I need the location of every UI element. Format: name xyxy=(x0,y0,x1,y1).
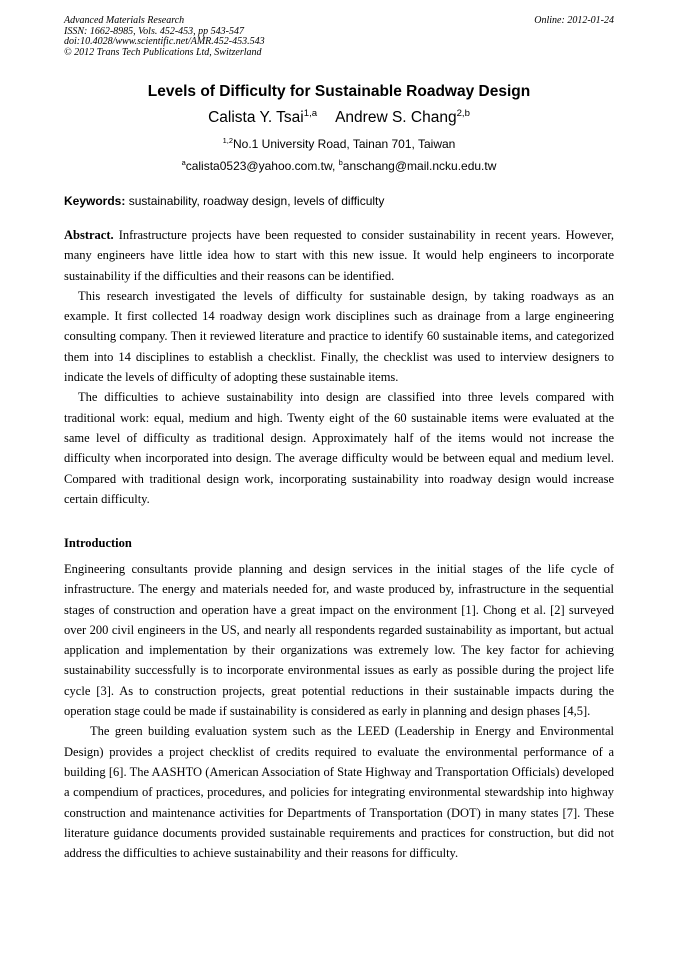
author-superscript: 2,b xyxy=(456,107,470,119)
author-list xyxy=(64,108,614,128)
email-superscript: a xyxy=(181,158,186,167)
body-paragraph: Engineering consultants provide planning and design services in the initial stages of the life cycle of infrastructure. The energy and materials needed for, and waste produced by, infrastructure in the sequential stages of construction and operation have a great impact on the environment [1]. Chong et al. [2] surveyed over 200 civil engineers in the US, and nearly all respondents regarded sustainability as important, but actual application and implementation by their organizations was extremely low. The key factor for achieving sustainability successfully is to incorporate environmental issues as early as possible during the project life cycle [3]. As to construction projects, great potential reductions in their sustainable impacts during the operation stage could be made if sustainability is considered as early in planning and design phases [4,5]. xyxy=(64,562,614,719)
abstract-paragraph: This research investigated the levels of difficulty for sustainable design, by taking roadways as an example. It first collected 14 roadway design work disciplines such as drainage from a large engineering consulting company. Then it reviewed literature and practice to identify 60 sustainable items, and categorized them into 14 disciplines to establish a checklist. Finally, the checklist was used to interview designers to indicate the levels of difficulty of adopting these sustainable items. xyxy=(64,288,614,385)
affiliation-superscript: 1,2 xyxy=(222,136,233,145)
body-paragraph: The green building evaluation system such as the LEED (Leadership in Energy and Environmental Design) provides a project checklist of credits required to evaluate the environmental performance of a building [6]. The AASHTO (American Association of State Highway and Transportation Officials) developed a compendium of practices, procedures, and policies for integrating environmental stewardship into highway construction and maintenance activities for Departments of Transportation (DOT) in many states [7]. These literature guidance documents provided sustainable requirements and practices for construction, but did not address the difficulties to achieve sustainability and their reasons for difficulty. xyxy=(64,724,614,861)
abstract-paragraph xyxy=(64,225,614,286)
copyright-line: © 2012 Trans Tech Publications Ltd, Switzerland xyxy=(64,46,262,58)
issn-line: ISSN: 1662-8985, Vols. 452-453, pp 543-547 xyxy=(64,25,244,37)
introduction xyxy=(64,559,614,863)
author-name: Andrew S. Chang xyxy=(335,109,457,126)
abstract-label: Abstract. xyxy=(64,228,114,242)
email-text[interactable]: calista0523@yahoo.com.tw, xyxy=(185,159,339,173)
keywords-text: sustainability, roadway design, levels of difficulty xyxy=(128,194,385,208)
author-name: Calista Y. Tsai xyxy=(208,109,304,126)
affiliation-text: No.1 University Road, Tainan 701, Taiwan xyxy=(232,137,456,151)
abstract-paragraph: The difficulties to achieve sustainability into design are classified into three levels compared with traditional work: equal, medium and high. Twenty eight of the 60 sustainable items were evaluated at the same level of difficulty as traditional design. Approximately half of the items would not increase the difficulty when incorporated into design. The average difficulty would be between equal and medium level. Compared with traditional design work, incorporating sustainability into roadway design would increase certain difficulty. xyxy=(64,390,614,506)
doi-line: doi:10.4028/www.scientific.net/AMR.452-453.543 xyxy=(64,36,265,47)
author-superscript: 1,a xyxy=(303,107,318,119)
affiliation xyxy=(64,137,614,152)
paper-title: Levels of Difficulty for Sustainable Roadway Design xyxy=(147,83,531,100)
abstract xyxy=(64,225,614,509)
email-superscript: b xyxy=(338,158,343,167)
journal-header xyxy=(64,16,265,58)
online-date: Online: 2012-01-24 xyxy=(534,15,614,26)
keywords xyxy=(64,193,614,209)
journal-name: Advanced Materials Research xyxy=(64,15,185,26)
author-emails xyxy=(64,159,614,174)
email-text[interactable]: anschang@mail.ncku.edu.tw xyxy=(342,159,497,173)
introduction-heading: Introduction xyxy=(64,536,132,550)
keywords-label: Keywords: xyxy=(64,194,126,208)
abstract-text: Infrastructure projects have been requested to consider sustainability in recent years. However, many engineers have little idea how to start with this new issue. It would help engineers to incorporate sustainability if the difficulties and their reasons can be identified. xyxy=(64,228,615,283)
